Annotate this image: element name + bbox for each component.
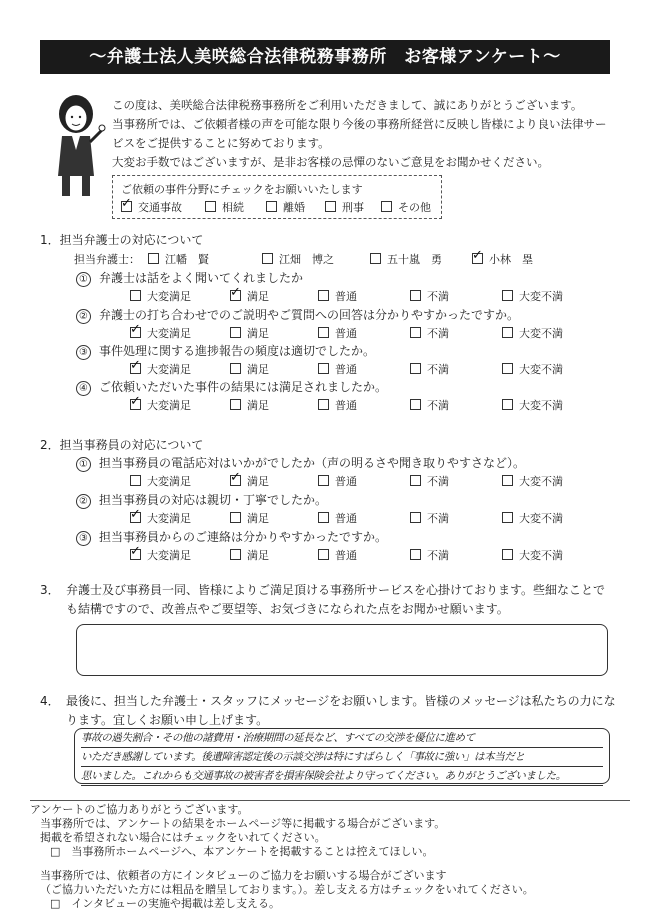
section4-num: 4．: [40, 694, 60, 708]
checkbox-icon: [410, 363, 421, 374]
rating-option[interactable]: [318, 361, 357, 377]
footer-line: アンケートのご協力ありがとうございます。: [30, 803, 249, 816]
footer: [30, 800, 630, 911]
question: ② 弁護士の打ち合わせでのご説明やご質問への回答は分かりやすかったですか。: [76, 306, 519, 324]
rating-option[interactable]: [230, 288, 269, 304]
hp-optout-checkbox[interactable]: □ 当事務所ホームページへ、本アンケートを掲載することは控えてほしい。: [50, 845, 434, 858]
checkbox-icon: [472, 253, 483, 264]
rating-option[interactable]: [502, 397, 563, 413]
rating-label: 満足: [247, 290, 269, 303]
lawyer-label: 担当弁護士：: [74, 253, 140, 266]
section2-title: 2．担当事務員の対応について: [40, 438, 204, 452]
rating-option[interactable]: [410, 547, 449, 563]
case-option-inheritance[interactable]: 相続: [205, 199, 244, 215]
rating-option[interactable]: [318, 547, 357, 563]
rating-label: 普通: [335, 512, 357, 525]
checkbox-icon: [318, 399, 329, 410]
question: ① 担当事務員の電話応対はいかがでしたか（声の明るさや聞き取りやすさなど）。: [76, 454, 525, 472]
rating-label: 満足: [247, 327, 269, 340]
message-box[interactable]: [74, 728, 610, 784]
rating-label: 普通: [335, 363, 357, 376]
checkbox-icon: [370, 253, 381, 264]
rating-option[interactable]: [230, 361, 269, 377]
rating-option[interactable]: [318, 288, 357, 304]
rating-label: 普通: [335, 475, 357, 488]
checkbox-icon: [130, 512, 141, 523]
checkbox-icon: [502, 399, 513, 410]
rating-label: 大変不満: [519, 290, 563, 303]
rating-option[interactable]: [502, 547, 563, 563]
rating-option[interactable]: [410, 473, 449, 489]
checkbox-icon: [130, 363, 141, 374]
rating-option[interactable]: [130, 325, 191, 341]
checkbox-icon: [410, 512, 421, 523]
comment-text: [77, 625, 607, 637]
rating-option[interactable]: [230, 325, 269, 341]
checkbox-icon: [318, 475, 329, 486]
rating-option[interactable]: [230, 547, 269, 563]
rating-label: 大変満足: [147, 363, 191, 376]
checkbox-icon: [502, 475, 513, 486]
rating-label: 大変満足: [147, 475, 191, 488]
rating-label: 大変不満: [519, 549, 563, 562]
checkbox-icon: [230, 327, 241, 338]
checkbox-icon: [318, 512, 329, 523]
rating-option[interactable]: [502, 510, 563, 526]
intro-line: 大変お手数ではございますが、是非お客様の忌憚のないご意見をお聞かせください。: [112, 155, 549, 169]
question: ① 弁護士は話をよく聞いてくれましたか: [76, 269, 303, 287]
section4-line2: ります。宜しくお願い申し上げます。: [66, 713, 269, 727]
checkbox-icon: [502, 549, 513, 560]
checkbox-icon: [410, 327, 421, 338]
section3-line2: も結構ですので、改善点やご要望等、お気づきになられた点をお聞かせ願います。: [66, 602, 509, 616]
section3-num: 3．: [40, 583, 60, 597]
rating-option[interactable]: [130, 473, 191, 489]
checkbox-icon: [266, 201, 277, 212]
rating-label: 大変満足: [147, 399, 191, 412]
lawyer-option[interactable]: 江幡 賢: [148, 251, 209, 267]
rating-label: 満足: [247, 363, 269, 376]
rating-label: 大変満足: [147, 512, 191, 525]
rating-option[interactable]: [230, 510, 269, 526]
footer-line: 当事務所では、依頼者の方にインタビューのご協力をお願いする場合がございます: [40, 869, 447, 882]
rating-option[interactable]: [410, 510, 449, 526]
rating-label: 普通: [335, 327, 357, 340]
page-title: 〜弁護士法人美咲総合法律税務事務所 お客様アンケート〜: [40, 40, 610, 74]
intro-text: [112, 96, 622, 172]
rating-option[interactable]: [318, 397, 357, 413]
question: ③ 担当事務員からのご連絡は分かりやすかったですか。: [76, 528, 387, 546]
message-line: 事故の過失割合・その他の諸費用・治療期間の延長など、すべての交渉を優位に進めて: [81, 729, 603, 748]
checkbox-icon: [318, 363, 329, 374]
checkbox-icon: [230, 512, 241, 523]
checkbox-icon: [325, 201, 336, 212]
rating-option[interactable]: [410, 288, 449, 304]
rating-option[interactable]: [230, 397, 269, 413]
checkbox-icon: [130, 475, 141, 486]
checkbox-icon: [148, 253, 159, 264]
rating-option[interactable]: [318, 473, 357, 489]
message-line: 思いました。これからも交通事故の被害者を損害保険会社より守ってください。ありがとうございました。: [81, 767, 603, 786]
checkbox-icon: [130, 549, 141, 560]
rating-label: 大変満足: [147, 290, 191, 303]
question: ② 担当事務員の対応は親切・丁寧でしたか。: [76, 491, 327, 509]
rating-label: 大変満足: [147, 549, 191, 562]
checkbox-icon: [502, 327, 513, 338]
rating-label: 不満: [427, 290, 449, 303]
case-field-prompt: ご依頼の事件分野にチェックをお願いいたします: [121, 183, 363, 196]
rating-label: 満足: [247, 399, 269, 412]
checkbox-icon: [230, 475, 241, 486]
rating-option[interactable]: [318, 510, 357, 526]
rating-label: 不満: [427, 549, 449, 562]
rating-label: 満足: [247, 549, 269, 562]
rating-label: 不満: [427, 399, 449, 412]
checkbox-icon: [410, 549, 421, 560]
rating-option[interactable]: [130, 510, 191, 526]
footer-line: 掲載を希望されない場合にはチェックをいれてください。: [40, 831, 326, 844]
checkbox-icon: [262, 253, 273, 264]
comment-box[interactable]: [76, 624, 608, 676]
checkbox-icon: [410, 399, 421, 410]
intro-line: この度は、美咲総合法律税務事務所をご利用いただきまして、誠にありがとうございます。: [112, 98, 583, 112]
checkbox-icon: [130, 290, 141, 301]
rating-option[interactable]: [130, 397, 191, 413]
rating-label: 不満: [427, 475, 449, 488]
case-option-criminal[interactable]: 刑事: [325, 199, 364, 215]
rating-label: 大変不満: [519, 399, 563, 412]
case-option-traffic[interactable]: ✓交通事故: [121, 199, 182, 215]
intro-line: ビスをご提供することに努めております。: [112, 136, 330, 150]
checkbox-icon: [502, 363, 513, 374]
checkbox-icon: [502, 290, 513, 301]
checkbox-icon: [230, 290, 241, 301]
rating-label: 大変不満: [519, 327, 563, 340]
rating-label: 普通: [335, 290, 357, 303]
checkbox-icon: [230, 399, 241, 410]
checkbox-icon: [410, 475, 421, 486]
section4-line1: 最後に、担当した弁護士・スタッフにメッセージをお願いします。皆様のメッセージは私たちの力にな: [66, 694, 616, 708]
checkbox-icon: [381, 201, 392, 212]
case-field-box: [112, 175, 442, 219]
rating-label: 満足: [247, 512, 269, 525]
checkbox-icon: [205, 201, 216, 212]
checkbox-icon: [230, 363, 241, 374]
checkbox-icon: [318, 290, 329, 301]
rating-option[interactable]: [130, 547, 191, 563]
rating-option[interactable]: [502, 473, 563, 489]
rating-label: 不満: [427, 363, 449, 376]
interview-optout-checkbox[interactable]: □ インタビューの実施や掲載は差し支える。: [50, 897, 280, 910]
rating-option[interactable]: [502, 288, 563, 304]
rating-label: 大変不満: [519, 475, 563, 488]
lawyer-option[interactable]: 江畑 博之: [262, 251, 334, 267]
rating-option[interactable]: [318, 325, 357, 341]
checkbox-icon: [230, 549, 241, 560]
rating-option[interactable]: [230, 473, 269, 489]
rating-label: 大変満足: [147, 327, 191, 340]
question: ④ ご依頼いただいた事件の結果には満足されましたか。: [76, 378, 387, 396]
rating-option[interactable]: [130, 361, 191, 377]
rating-option[interactable]: [410, 397, 449, 413]
checkbox-icon: [410, 290, 421, 301]
footer-line: （ご協力いただいた方には粗品を贈呈しております。）。差し支える方はチェックをいれてください。: [40, 883, 534, 896]
rating-option[interactable]: [410, 361, 449, 377]
rating-option[interactable]: [410, 325, 449, 341]
section1-title: 1．担当弁護士の対応について: [40, 233, 204, 247]
checkbox-icon: [502, 512, 513, 523]
checkbox-icon: [130, 327, 141, 338]
rating-label: 普通: [335, 549, 357, 562]
lawyer-option[interactable]: ✓ 小林 塁: [472, 251, 533, 267]
rating-label: 大変不満: [519, 363, 563, 376]
case-option-other[interactable]: その他: [381, 199, 431, 215]
rating-option[interactable]: [130, 288, 191, 304]
rating-label: 大変不満: [519, 512, 563, 525]
footer-line: 当事務所では、アンケートの結果をホームページ等に掲載する場合がございます。: [40, 817, 446, 830]
rating-label: 不満: [427, 327, 449, 340]
rating-label: 普通: [335, 399, 357, 412]
rating-label: 満足: [247, 475, 269, 488]
section3-line1: 弁護士及び事務員一同、皆様によりご満足頂ける事務所サービスを心掛けております。些細なことで: [66, 583, 606, 597]
footer-spacer: [30, 859, 630, 869]
question: ③ 事件処理に関する進捗報告の頻度は適切でしたか。: [76, 342, 375, 360]
intro-line: 当事務所では、ご依頼者様の声を可能な限り今後の事務所経営に反映し皆様により良い法律サー: [112, 117, 607, 131]
rating-option[interactable]: [502, 325, 563, 341]
message-text: [75, 729, 609, 786]
checkbox-icon: [318, 549, 329, 560]
checkbox-icon: [318, 327, 329, 338]
message-line: いただき感謝しています。後遺障害認定後の示談交渉は特にすばらしく「事故に強い」は本当だと: [81, 748, 603, 767]
case-option-divorce[interactable]: 離婚: [266, 199, 305, 215]
checkbox-icon: [130, 399, 141, 410]
rating-label: 不満: [427, 512, 449, 525]
checkbox-icon: [121, 201, 132, 212]
staff-illustration: [48, 92, 106, 200]
rating-option[interactable]: [502, 361, 563, 377]
lawyer-option[interactable]: 五十嵐 勇: [370, 251, 442, 267]
